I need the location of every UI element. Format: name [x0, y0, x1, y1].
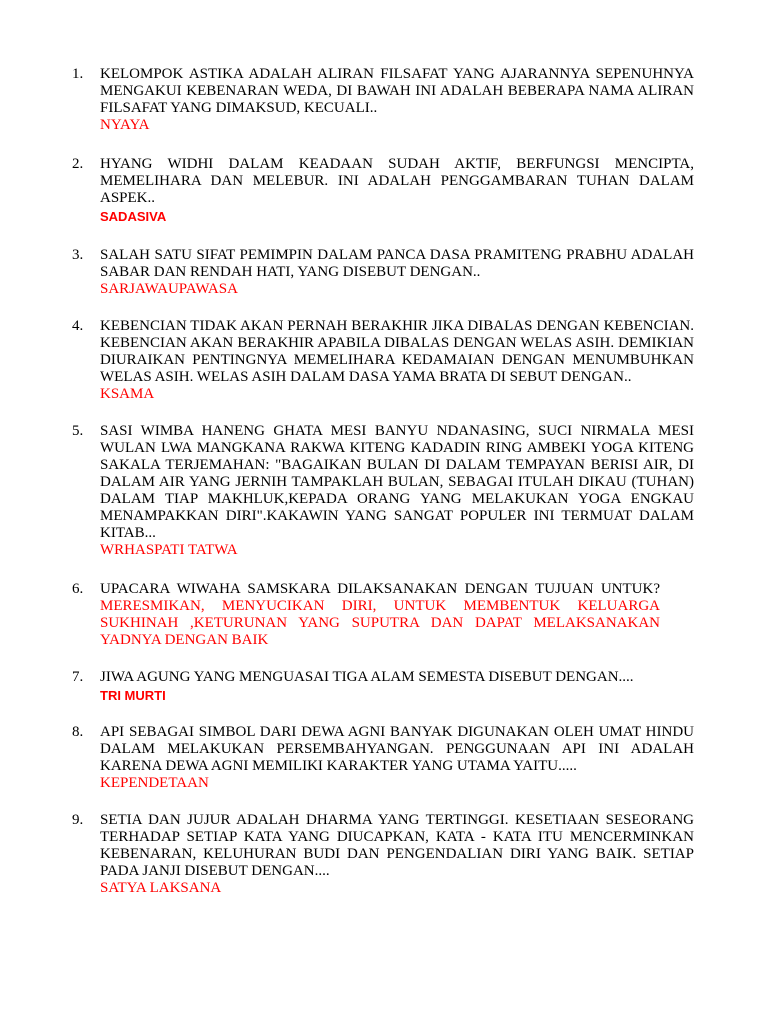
question-number: 6.	[72, 581, 84, 597]
answer-text: SARJAWAUPAWASA	[100, 281, 238, 297]
question-item-4	[62, 318, 694, 403]
question-item-5	[62, 423, 694, 559]
question-number: 4.	[72, 318, 84, 334]
answer-text: MERESMIKAN, MENYUCIKAN DIRI, UNTUK MEMBENTUK KELUARGA SUKHINAH ,KETURUNAN YANG SUPUTRA DAN DAPAT MELAKSANAKAN YADNYA DENGAN BAIK	[100, 598, 660, 648]
question-item-8	[62, 724, 694, 792]
question-item-9	[62, 812, 694, 897]
question-answer-block	[100, 581, 660, 649]
question-item-6	[62, 581, 694, 649]
question-text: HYANG WIDHI DALAM KEADAAN SUDAH AKTIF, BERFUNGSI MENCIPTA, MEMELIHARA DAN MELEBUR. INI ADALAH PENGGAMBARAN TUHAN DALAM ASPEK..	[100, 156, 694, 206]
question-number: 2.	[72, 156, 84, 172]
question-text: SASI WIMBA HANENG GHATA MESI BANYU NDANASING, SUCI NIRMALA MESI WULAN LWA MANGKANA RAKWA KITENG KADADIN RING AMBEKI YOGA KITENG SAKALA TERJEMAHAN: "BAGAIKAN BULAN DI DALAM TEMPAYAN BERISI AIR, DI DALAM AIR YANG JERNIH TAMPAKLAH BULAN, SEBAGAI ITULAH DIKAU (TUHAN) DALAM TIAP MAKHLUK,KEPADA ORANG YANG MELAKUKAN YOGA ENGKAU MENAMPAKKAN DIRI".KAKAWIN YANG SANGAT POPULER INI TERMUAT DALAM KITAB...	[100, 423, 694, 541]
answer-text: WRHASPATI TATWA	[100, 542, 238, 558]
answer-text: KEPENDETAAN	[100, 775, 209, 791]
question-list	[62, 66, 694, 919]
question-item-2	[62, 156, 694, 225]
question-text: JIWA AGUNG YANG MENGUASAI TIGA ALAM SEMESTA DISEBUT DENGAN....	[100, 669, 634, 685]
question-number: 1.	[72, 66, 84, 82]
answer-text: SADASIVA	[100, 209, 167, 224]
question-item-3	[62, 247, 694, 298]
question-text: SALAH SATU SIFAT PEMIMPIN DALAM PANCA DASA PRAMITENG PRABHU ADALAH SABAR DAN RENDAH HATI, YANG DISEBUT DENGAN..	[100, 247, 694, 280]
question-number: 3.	[72, 247, 84, 263]
question-number: 7.	[72, 669, 84, 685]
question-text: API SEBAGAI SIMBOL DARI DEWA AGNI BANYAK DIGUNAKAN OLEH UMAT HINDU DALAM MELAKUKAN PERSEMBAHYANGAN. PENGGUNAAN API INI ADALAH KARENA DEWA AGNI MEMILIKI KARAKTER YANG UTAMA YAITU.....	[100, 724, 694, 774]
question-number: 5.	[72, 423, 84, 439]
question-text: KELOMPOK ASTIKA ADALAH ALIRAN FILSAFAT YANG AJARANNYA SEPENUHNYA MENGAKUI KEBENARAN WEDA, DI BAWAH INI ADALAH BEBERAPA NAMA ALIRAN FILSAFAT YANG DIMAKSUD, KECUALI..	[100, 66, 694, 116]
question-item-7	[62, 669, 694, 704]
question-text: SETIA DAN JUJUR ADALAH DHARMA YANG TERTINGGI. KESETIAAN SESEORANG TERHADAP SETIAP KATA YANG DIUCAPKAN, KATA - KATA ITU MENCERMINKAN KEBENARAN, KELUHURAN BUDI DAN PENGENDALIAN DIRI YANG BAIK. SETIAP PADA JANJI DISEBUT DENGAN....	[100, 812, 694, 879]
question-text: KEBENCIAN TIDAK AKAN PERNAH BERAKHIR JIKA DIBALAS DENGAN KEBENCIAN. KEBENCIAN AKAN BERAKHIR APABILA DIBALAS DENGAN WELAS ASIH. DEMIKIAN DIURAIKAN PENTINGNYA MEMELIHARA KEDAMAIAN DENGAN MENUMBUHKAN WELAS ASIH. WELAS ASIH DALAM DASA YAMA BRATA DI SEBUT DENGAN..	[100, 318, 694, 385]
answer-text: TRI MURTI	[100, 688, 166, 703]
answer-text: SATYA LAKSANA	[100, 880, 222, 896]
question-number: 8.	[72, 724, 84, 740]
question-text: UPACARA WIWAHA SAMSKARA DILAKSANAKAN DENGAN TUJUAN UNTUK?	[100, 581, 660, 597]
question-item-1	[62, 66, 694, 134]
answer-text: NYAYA	[100, 117, 150, 133]
answer-text: KSAMA	[100, 386, 155, 402]
question-number: 9.	[72, 812, 84, 828]
